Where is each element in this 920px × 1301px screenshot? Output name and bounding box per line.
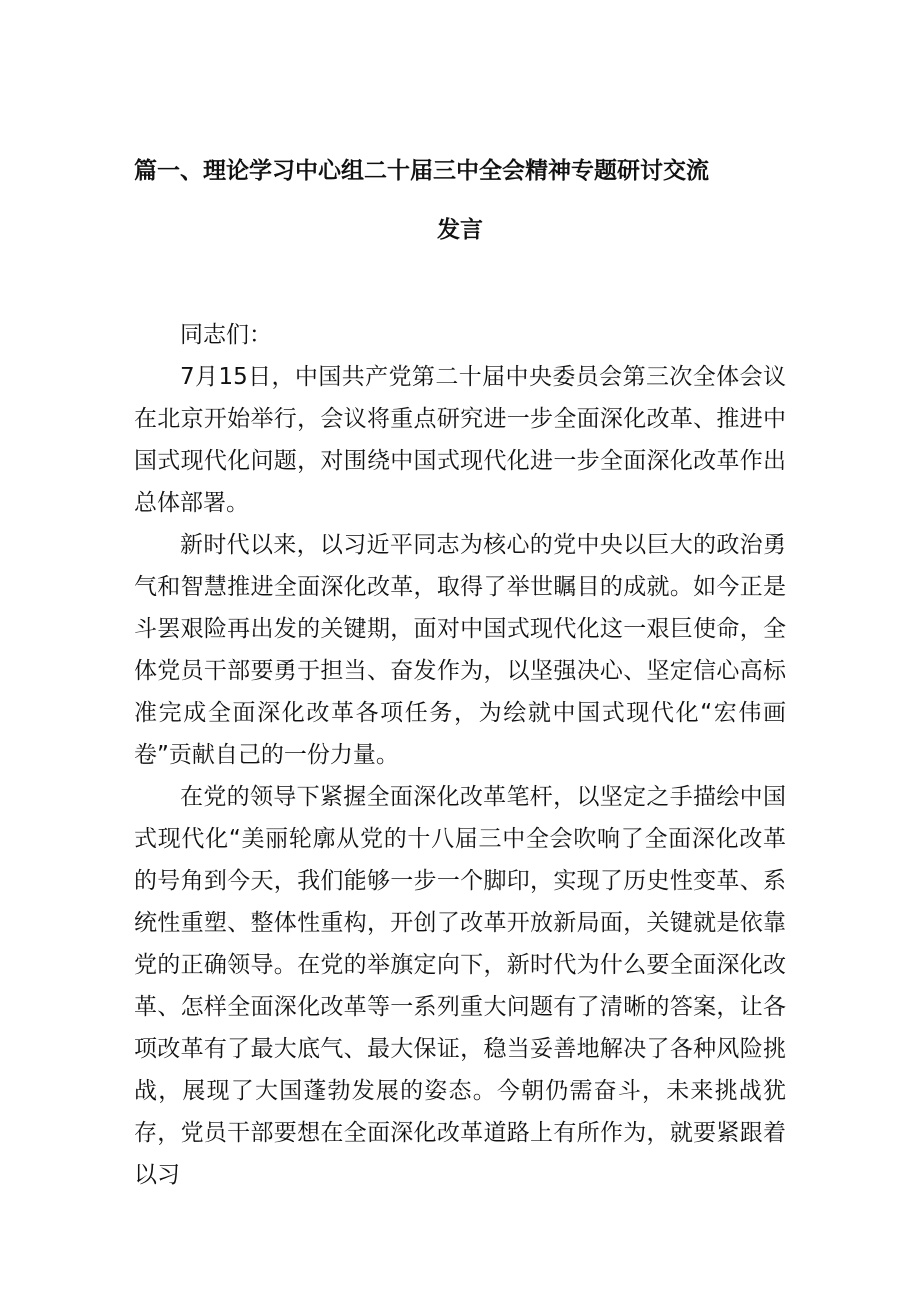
paragraph-2: 新时代以来，以习近平同志为核心的党中央以巨大的政治勇气和智慧推进全面深化改革，取得了举世瞩目的成就。如今正是斗罢艰险再出发的关键期，面对中国式现代化这一艰巨使命，全体党员干部要勇于担当、奋发作为，以坚强决心、坚定信心高标准完成全面深化改革各项任务，为绘就中国式现代化“宏伟画卷”贡献自己的一份力量。 [134,532,786,768]
document-title-line-1: 篇一、理论学习中心组二十届三中全会精神专题研讨交流 [134,158,709,184]
document-body [134,314,786,1196]
document-title-line-2: 发言 [437,217,483,243]
paragraph-1: 7月15日，中国共产党第二十届中央委员会第三次全体会议在北京开始举行，会议将重点研究进一步全面深化改革、推进中国式现代化问题，对围绕中国式现代化进一步全面深化改革作出总体部署。 [134,364,786,516]
salutation: 同志们： [180,322,272,348]
paragraph-3: 在党的领导下紧握全面深化改革笔杆，以坚定之手描绘中国式现代化“美丽轮廓从党的十八届三中全会吹响了全面深化改革的号角到今天，我们能够一步一个脚印，实现了历史性变革、系统性重塑、整体性重构，开创了改革开放新局面，关键就是依靠党的正确领导。在党的举旗定向下，新时代为什么要全面深化改革、怎样全面深化改革等一系列重大问题有了清晰的答案，让各项改革有了最大底气、最大保证，稳当妥善地解决了各种风险挑战，展现了大国蓬勃发展的姿态。今朝仍需奋斗，未来挑战犹存，党员干部要想在全面深化改革道路上有所作为，就要紧跟着以习 [134,784,786,1188]
